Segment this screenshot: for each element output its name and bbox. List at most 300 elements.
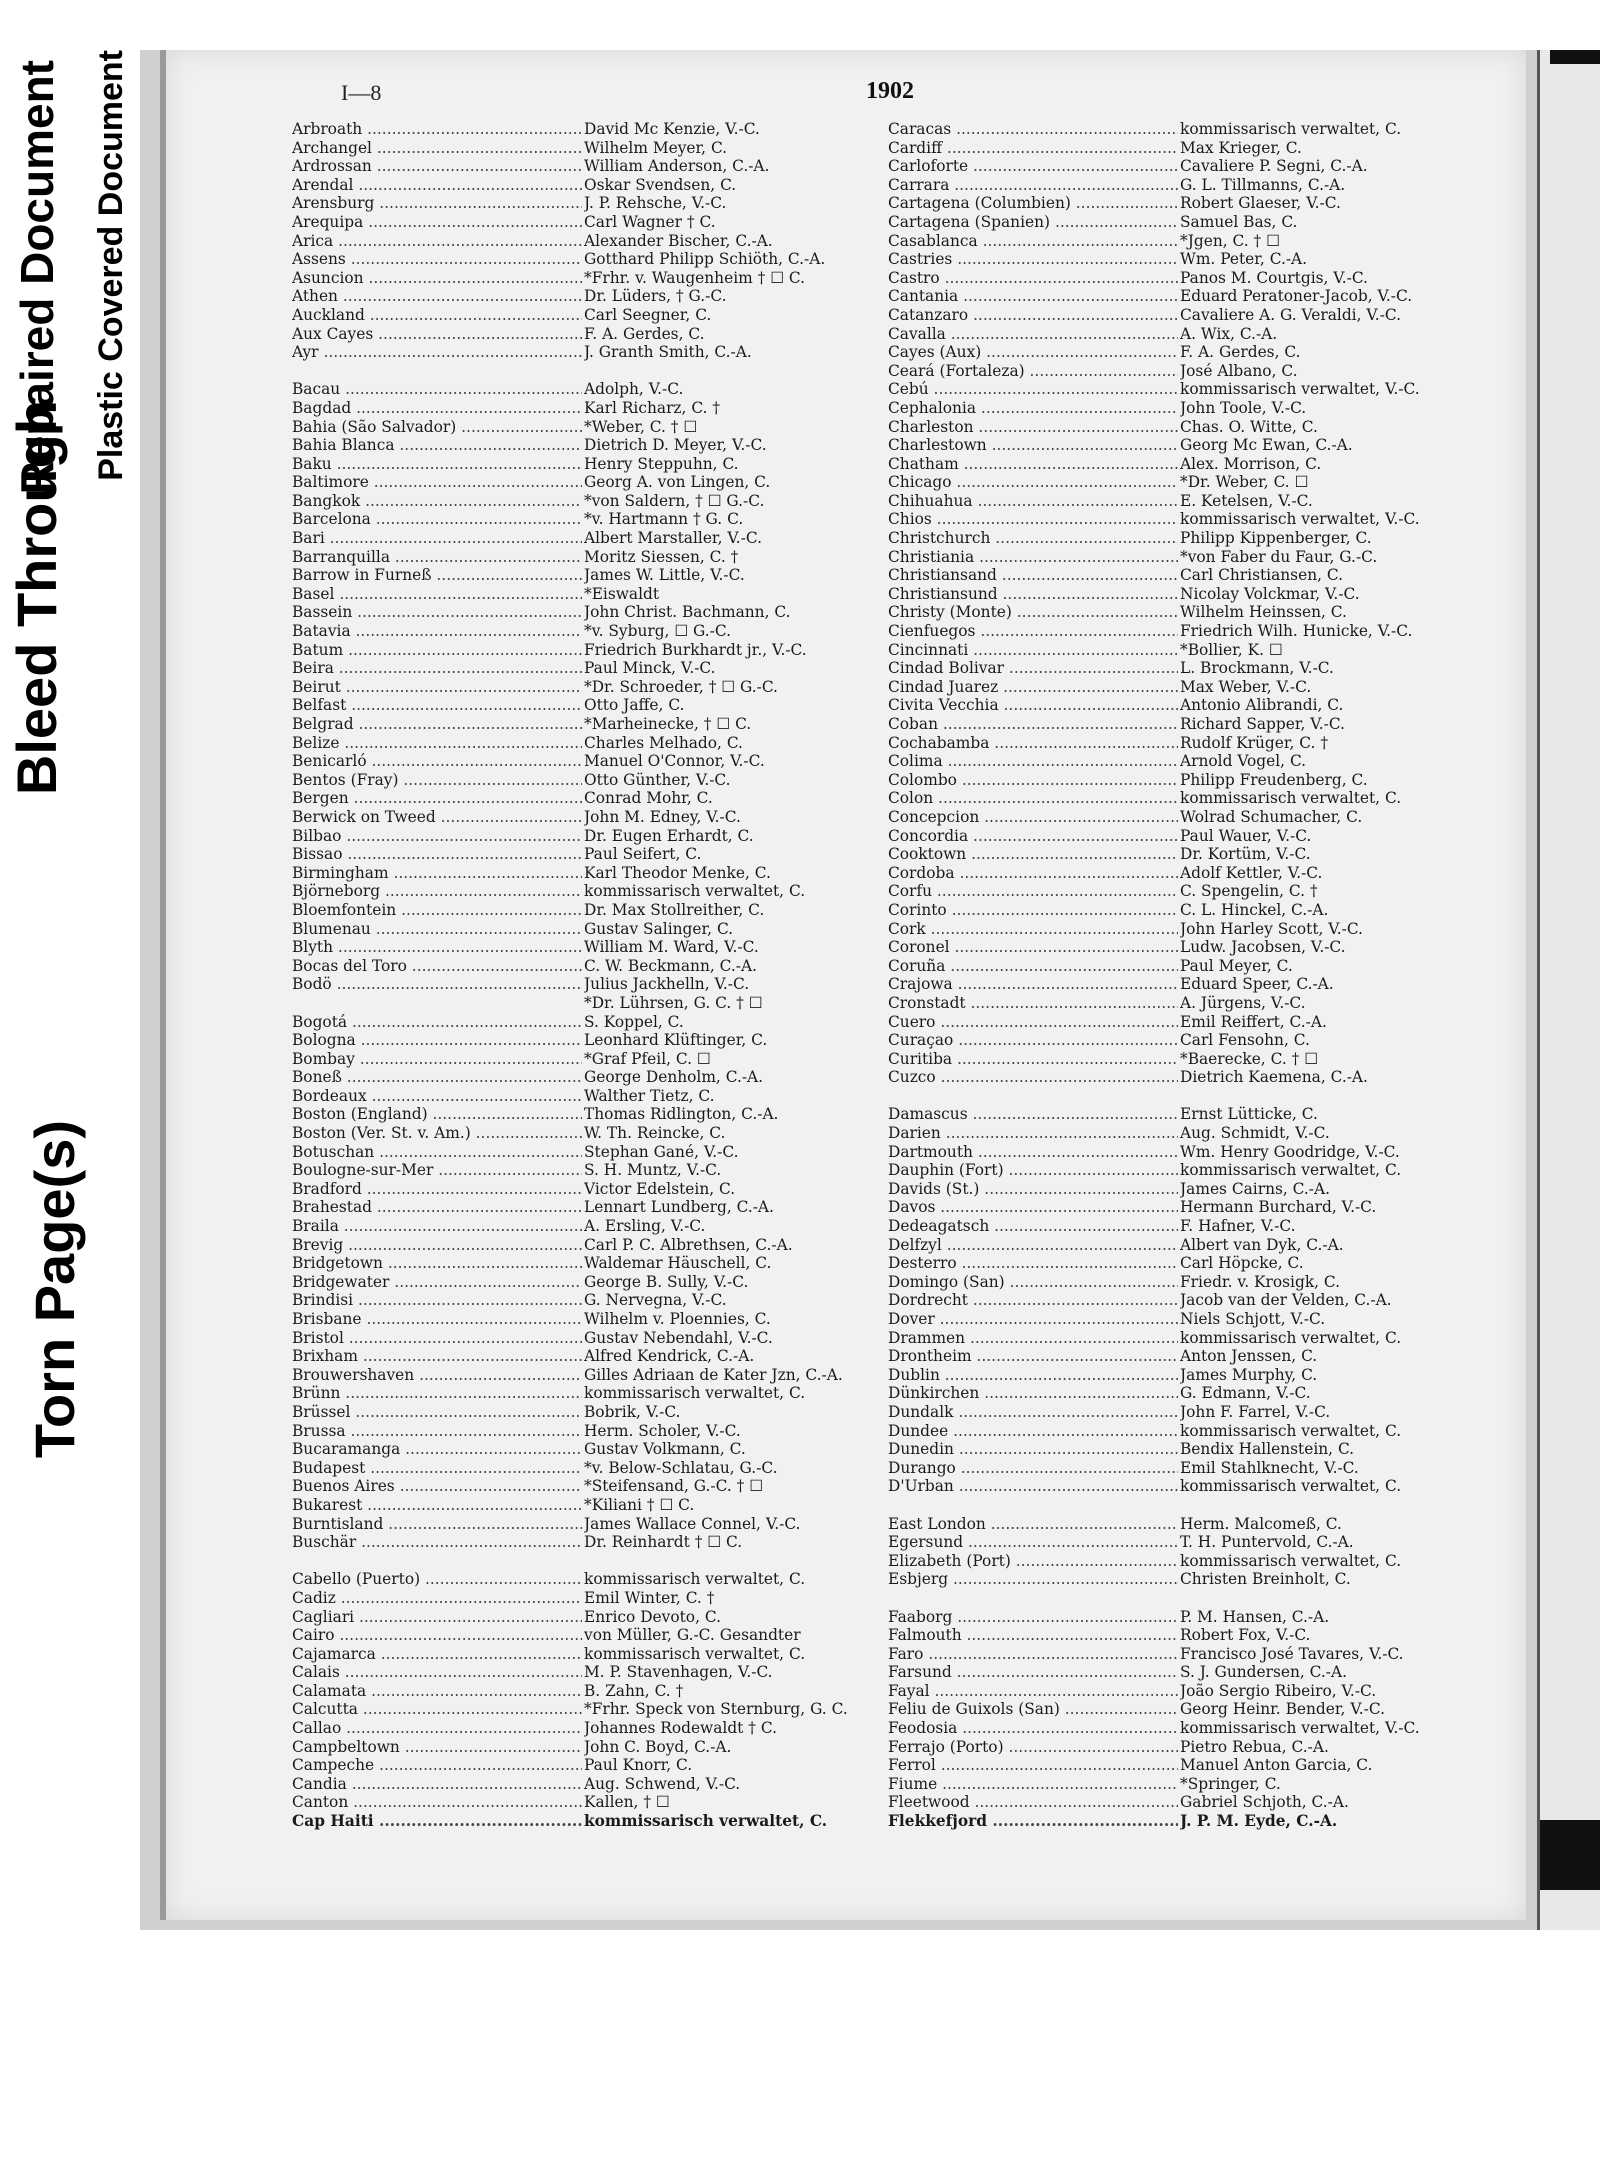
- city-name: Esbjerg .....: [888, 1570, 1178, 1589]
- consul-name: Max Krieger, C.: [1180, 138, 1302, 157]
- city-name: Baku .....: [292, 455, 582, 474]
- city-name: Elizabeth (Port) .....: [888, 1552, 1178, 1571]
- city-name: Asuncion .....: [292, 269, 582, 288]
- city-name: Davos .....: [888, 1198, 1178, 1217]
- consul-name: John F. Farrel, V.-C.: [1180, 1402, 1331, 1421]
- document-page: [160, 50, 1526, 1920]
- city-name: Bacau .....: [292, 380, 582, 399]
- consul-name: *Steifensand, G.-C. † ☐: [584, 1477, 764, 1496]
- consulate-entry: [292, 994, 892, 1013]
- city-name: Ferrajo (Porto) .....: [888, 1738, 1178, 1757]
- city-name: Boston (Ver. St. v. Am.) .....: [292, 1124, 582, 1143]
- consul-name: T. H. Puntervold, C.-A.: [1180, 1533, 1354, 1552]
- city-name: Cronstadt .....: [888, 994, 1178, 1013]
- consulate-entry: [888, 120, 1488, 139]
- city-name: Christiansand .....: [888, 566, 1178, 585]
- city-name: Ayr .....: [292, 343, 582, 362]
- consul-name: Manuel O'Connor, V.-C.: [584, 752, 765, 771]
- consulate-entry: [888, 1552, 1488, 1571]
- city-name: Candia .....: [292, 1775, 582, 1794]
- consul-name: Johannes Rodewaldt † C.: [584, 1719, 777, 1738]
- consulate-entry: [292, 1329, 892, 1348]
- consul-name: *Dr. Weber, C. ☐: [1180, 473, 1309, 492]
- city-name: Blumenau .....: [292, 920, 582, 939]
- city-name: Archangel .....: [292, 139, 582, 158]
- consulate-entry: [888, 920, 1488, 939]
- consul-name: Ernst Lütticke, C.: [1180, 1105, 1318, 1124]
- consul-name: *Weber, C. † ☐: [584, 417, 698, 436]
- consul-name: Eduard Peratoner-Jacob, V.-C.: [1180, 287, 1413, 306]
- city-name: Dartmouth .....: [888, 1143, 1178, 1162]
- consul-name: Cavaliere A. G. Veraldi, V.-C.: [1180, 305, 1402, 324]
- city-name: Brouwershaven .....: [292, 1366, 582, 1385]
- city-name: Dundalk .....: [888, 1403, 1178, 1422]
- city-name: Bilbao .....: [292, 827, 582, 846]
- consul-name: Arnold Vogel, C.: [1180, 752, 1307, 771]
- consul-name: *Jgen, C. † ☐: [1180, 231, 1280, 250]
- consul-name: Emil Reiffert, C.-A.: [1180, 1012, 1327, 1031]
- section-gap: [888, 1589, 1488, 1608]
- consul-name: Aug. Schwend, V.-C.: [584, 1774, 741, 1793]
- city-name: Bocas del Toro .....: [292, 957, 582, 976]
- consulate-entry: [292, 269, 892, 288]
- city-name: Christiansund .....: [888, 585, 1178, 604]
- city-name: Batum .....: [292, 641, 582, 660]
- city-name: Beira .....: [292, 659, 582, 678]
- city-name: Barcelona .....: [292, 510, 582, 529]
- city-name: Brixham .....: [292, 1347, 582, 1366]
- consul-name: Pietro Rebua, C.-A.: [1180, 1737, 1329, 1756]
- city-name: Bologna .....: [292, 1031, 582, 1050]
- city-name: Cincinnati .....: [888, 641, 1178, 660]
- city-name: Cavalla .....: [888, 325, 1178, 344]
- consulate-entry: [292, 232, 892, 251]
- city-name: Cochabamba .....: [888, 734, 1178, 753]
- consul-name: Carl Wagner † C.: [584, 212, 716, 231]
- consulate-entry: [292, 1812, 892, 1831]
- consulate-entry: [888, 250, 1488, 269]
- city-name: Cagliari .....: [292, 1608, 582, 1627]
- consul-name: Dr. Max Stollreither, C.: [584, 900, 765, 919]
- consulate-entry: [292, 1273, 892, 1292]
- consul-name: A. Wix, C.-A.: [1180, 324, 1278, 343]
- consul-name: William Anderson, C.-A.: [584, 157, 770, 176]
- consulate-entry: [292, 1682, 892, 1701]
- consulate-entry: [292, 1161, 892, 1180]
- consul-name: Alex. Morrison, C.: [1180, 454, 1322, 473]
- consul-name: John Christ. Bachmann, C.: [584, 603, 791, 622]
- consul-name: Gabriel Schjoth, C.-A.: [1180, 1793, 1349, 1812]
- city-name: Callao .....: [292, 1719, 582, 1738]
- consul-name: Charles Melhado, C.: [584, 733, 743, 752]
- consulate-entry: [292, 510, 892, 529]
- consulate-entry: [292, 1254, 892, 1273]
- consul-name: José Albano, C.: [1180, 361, 1298, 380]
- consulate-entry: [292, 901, 892, 920]
- city-name: Falmouth .....: [888, 1626, 1178, 1645]
- consulate-entry: [888, 1459, 1488, 1478]
- consul-name: *Kiliani † ☐ C.: [584, 1495, 695, 1514]
- city-name: Calamata .....: [292, 1682, 582, 1701]
- city-name: Berwick on Tweed .....: [292, 808, 582, 827]
- city-name: Flekkefjord .....: [888, 1812, 1178, 1831]
- consulate-entry: [292, 1756, 892, 1775]
- consul-name: Paul Meyer, C.: [1180, 956, 1293, 975]
- consul-name: Gustav Nebendahl, V.-C.: [584, 1328, 773, 1347]
- consul-name: G. Nervegna, V.-C.: [584, 1291, 727, 1310]
- section-gap: [292, 1552, 892, 1571]
- consul-name: David Mc Kenzie, V.-C.: [584, 120, 760, 138]
- consulate-entry: [292, 1626, 892, 1645]
- city-name: Brahestad .....: [292, 1198, 582, 1217]
- city-name: Damascus .....: [888, 1105, 1178, 1124]
- consulate-entry: [888, 975, 1488, 994]
- city-name: Batavia .....: [292, 622, 582, 641]
- city-name: Fiume .....: [888, 1775, 1178, 1794]
- consul-name: kommissarisch verwaltet, C.: [1180, 1328, 1402, 1347]
- consul-name: Philipp Kippenberger, C.: [1180, 529, 1372, 548]
- consul-name: F. Hafner, V.-C.: [1180, 1217, 1296, 1236]
- consulate-entry: [292, 1143, 892, 1162]
- consul-name: S. J. Gundersen, C.-A.: [1180, 1663, 1348, 1682]
- consul-name: Thomas Ridlington, C.-A.: [584, 1105, 779, 1124]
- city-name: Dunedin .....: [888, 1440, 1178, 1459]
- city-name: Dover .....: [888, 1310, 1178, 1329]
- city-name: Colon .....: [888, 789, 1178, 808]
- consul-name: John M. Edney, V.-C.: [584, 807, 741, 826]
- consulate-entry: [888, 176, 1488, 195]
- consul-name: Adolph, V.-C.: [584, 380, 684, 399]
- consul-name: B. Zahn, C. †: [584, 1681, 684, 1700]
- consulate-entry: [292, 603, 892, 622]
- consul-name: A. Jürgens, V.-C.: [1180, 993, 1306, 1012]
- consul-name: C. L. Hinckel, C.-A.: [1180, 900, 1329, 919]
- consulate-entry: [292, 1068, 892, 1087]
- consulate-entry: [888, 1682, 1488, 1701]
- consulate-entry: [292, 176, 892, 195]
- city-name: Birmingham .....: [292, 864, 582, 883]
- consul-name: Stephan Gané, V.-C.: [584, 1142, 739, 1161]
- consul-name: kommissarisch verwaltet, V.-C.: [1180, 380, 1420, 399]
- consulate-entry: [292, 1608, 892, 1627]
- consulate-entry: [292, 306, 892, 325]
- consulate-entry: [292, 789, 892, 808]
- city-name: Cebú .....: [888, 380, 1178, 399]
- city-name: Carrara .....: [888, 176, 1178, 195]
- consul-name: Dr. Eugen Erhardt, C.: [584, 826, 754, 845]
- consul-name: John Harley Scott, V.-C.: [1180, 919, 1363, 938]
- consulate-entry: [292, 975, 892, 994]
- spine-shadow-bottom: [1540, 1820, 1600, 1890]
- consulate-entry: [292, 845, 892, 864]
- city-name: Cienfuegos .....: [888, 622, 1178, 641]
- city-name: Corinto .....: [888, 901, 1178, 920]
- consulate-entry: [888, 1291, 1488, 1310]
- consul-name: Panos M. Courtgis, V.-C.: [1180, 268, 1368, 287]
- consulate-entry: [292, 641, 892, 660]
- city-name: Arbroath .....: [292, 120, 582, 139]
- city-name: Bentos (Fray) .....: [292, 771, 582, 790]
- city-name: Bagdad .....: [292, 399, 582, 418]
- city-name: Dauphin (Fort) .....: [888, 1161, 1178, 1180]
- consulate-entry: [888, 603, 1488, 622]
- consul-name: J. P. Rehsche, V.-C.: [584, 194, 727, 213]
- consulate-entry: [292, 1422, 892, 1441]
- city-name: Coruña .....: [888, 957, 1178, 976]
- city-name: Cabello (Puerto) .....: [292, 1570, 582, 1589]
- consulate-entry: [292, 715, 892, 734]
- consul-name: Ludw. Jacobsen, V.-C.: [1180, 938, 1346, 957]
- consul-name: James Cairns, C.-A.: [1180, 1179, 1330, 1198]
- city-name: Feodosia .....: [888, 1719, 1178, 1738]
- city-name: Cadiz .....: [292, 1589, 582, 1608]
- consulate-entry: [888, 1608, 1488, 1627]
- consul-name: kommissarisch verwaltet, C.: [584, 882, 806, 901]
- consul-name: Jacob van der Velden, C.-A.: [1180, 1291, 1392, 1310]
- city-name: East London .....: [888, 1515, 1178, 1534]
- consulate-entry: [888, 1477, 1488, 1496]
- consul-name: Francisco José Tavares, V.-C.: [1180, 1644, 1404, 1663]
- consul-name: Gilles Adriaan de Kater Jzn, C.-A.: [584, 1365, 843, 1384]
- consulate-entry: [292, 548, 892, 567]
- consul-name: Paul Knorr, C.: [584, 1756, 693, 1775]
- consulate-entry: [888, 715, 1488, 734]
- consul-name: Carl P. C. Albrethsen, C.-A.: [584, 1235, 793, 1254]
- consul-name: George Denholm, C.-A.: [584, 1068, 764, 1087]
- consul-name: Max Weber, V.-C.: [1180, 677, 1312, 696]
- city-name: Dordrecht .....: [888, 1291, 1178, 1310]
- consul-name: Bobrik, V.-C.: [584, 1402, 681, 1421]
- section-gap: [888, 1087, 1488, 1106]
- consul-name: Aug. Schmidt, V.-C.: [1180, 1124, 1330, 1143]
- consulate-entry: [888, 1217, 1488, 1236]
- consul-name: Otto Günther, V.-C.: [584, 770, 731, 789]
- city-name: Arensburg .....: [292, 194, 582, 213]
- city-name: Ferrol .....: [888, 1756, 1178, 1775]
- consul-name: John Toole, V.-C.: [1180, 398, 1307, 417]
- consulate-entry: [888, 325, 1488, 344]
- city-name: Drontheim .....: [888, 1347, 1178, 1366]
- consulate-entry: [292, 864, 892, 883]
- consul-name: *Eiswaldt: [584, 584, 660, 603]
- city-name: Chatham .....: [888, 455, 1178, 474]
- consulate-entry: [292, 1031, 892, 1050]
- consulate-entry: [888, 157, 1488, 176]
- consul-name: Antonio Alibrandi, C.: [1180, 696, 1344, 715]
- city-name: Björneborg .....: [292, 882, 582, 901]
- city-name: Bristol .....: [292, 1329, 582, 1348]
- book-spine: [1537, 50, 1600, 1930]
- city-name: Barranquilla .....: [292, 548, 582, 567]
- city-name: Colima .....: [888, 752, 1178, 771]
- consulate-entry: [292, 250, 892, 269]
- city-name: Buenos Aires .....: [292, 1477, 582, 1496]
- consul-name: Paul Minck, V.-C.: [584, 659, 716, 678]
- city-name: Cephalonia .....: [888, 399, 1178, 418]
- consul-name: Christen Breinholt, C.: [1180, 1570, 1351, 1589]
- city-name: Blyth .....: [292, 938, 582, 957]
- city-name: Brussa .....: [292, 1422, 582, 1441]
- city-name: Cuzco .....: [888, 1068, 1178, 1087]
- city-name: Barrow in Furneß .....: [292, 566, 582, 585]
- consulate-entry: [888, 213, 1488, 232]
- consul-name: J. Granth Smith, C.-A.: [584, 343, 752, 362]
- consul-name: Samuel Bas, C.: [1180, 212, 1298, 231]
- city-name: Bogotá .....: [292, 1013, 582, 1032]
- consul-name: Alexander Bischer, C.-A.: [584, 231, 773, 250]
- city-name: Bloemfontein .....: [292, 901, 582, 920]
- side-labels: [0, 40, 150, 1560]
- city-name: Botuschan .....: [292, 1143, 582, 1162]
- city-name: Civita Vecchia .....: [888, 696, 1178, 715]
- consulate-entry: [888, 1198, 1488, 1217]
- city-name: Bangkok .....: [292, 492, 582, 511]
- consul-name: *von Saldern, † ☐ G.-C.: [584, 491, 765, 510]
- consul-name: Chas. O. Witte, C.: [1180, 417, 1318, 436]
- consulate-entry: [292, 957, 892, 976]
- consul-name: kommissarisch verwaltet, C.: [584, 1812, 828, 1831]
- city-name: Fleetwood .....: [888, 1793, 1178, 1812]
- city-name: Crajowa .....: [888, 975, 1178, 994]
- consul-name: Dr. Kortüm, V.-C.: [1180, 845, 1311, 864]
- left-column: [292, 120, 892, 1831]
- consul-name: Robert Fox, V.-C.: [1180, 1626, 1311, 1645]
- city-name: Ardrossan .....: [292, 157, 582, 176]
- consul-name: W. Th. Reincke, C.: [584, 1124, 726, 1143]
- city-name: Caracas .....: [888, 120, 1178, 139]
- city-name: Boneß .....: [292, 1068, 582, 1087]
- consul-name: Carl Seegner, C.: [584, 305, 712, 324]
- consulate-entry: [888, 845, 1488, 864]
- city-name: Chihuahua .....: [888, 492, 1178, 511]
- consulate-entry: [292, 343, 892, 362]
- city-name: Bordeaux .....: [292, 1087, 582, 1106]
- consul-name: George B. Sully, V.-C.: [584, 1272, 749, 1291]
- consul-name: Eduard Speer, C.-A.: [1180, 975, 1334, 994]
- consul-name: Robert Glaeser, V.-C.: [1180, 194, 1341, 213]
- consulate-entry: [888, 1347, 1488, 1366]
- consul-name: Dietrich Kaemena, C.-A.: [1180, 1068, 1368, 1087]
- consul-name: F. A. Gerdes, C.: [584, 324, 705, 343]
- consulate-entry: [888, 1031, 1488, 1050]
- consul-name: Hermann Burchard, V.-C.: [1180, 1198, 1377, 1217]
- consulate-entry: [292, 882, 892, 901]
- city-name: Brisbane .....: [292, 1310, 582, 1329]
- consulate-entry: [888, 1719, 1488, 1738]
- consulate-entry: [888, 380, 1488, 399]
- consulate-entry: [292, 622, 892, 641]
- consulate-entry: [888, 566, 1488, 585]
- city-name: Curitiba .....: [888, 1050, 1178, 1069]
- city-name: Curaçao .....: [888, 1031, 1178, 1050]
- consulate-entry: [292, 1515, 892, 1534]
- city-name: Brindisi .....: [292, 1291, 582, 1310]
- consul-name: *Dr. Schroeder, † ☐ G.-C.: [584, 677, 778, 696]
- consulate-entry: [292, 1663, 892, 1682]
- city-name: Coronel .....: [888, 938, 1178, 957]
- city-name: Cindad Juarez .....: [888, 678, 1178, 697]
- city-name: Cartagena (Columbien) .....: [888, 194, 1178, 213]
- city-name: Bari .....: [292, 529, 582, 548]
- city-name: Belgrad .....: [292, 715, 582, 734]
- city-name: Casablanca .....: [888, 232, 1178, 251]
- city-name: Charlestown .....: [888, 436, 1178, 455]
- consulate-entry: [888, 1645, 1488, 1664]
- consulate-entry: [292, 1291, 892, 1310]
- city-name: Cartagena (Spanien) .....: [888, 213, 1178, 232]
- consulate-entry: [292, 120, 892, 139]
- city-name: Cuero .....: [888, 1013, 1178, 1032]
- city-name: Corfu .....: [888, 882, 1178, 901]
- consulate-entry: [888, 752, 1488, 771]
- city-name: Athen .....: [292, 287, 582, 306]
- consul-name: Nicolay Volckmar, V.-C.: [1180, 584, 1360, 603]
- city-name: Concordia .....: [888, 827, 1178, 846]
- city-name: Cap Haiti .....: [292, 1812, 582, 1831]
- consulate-entry: [888, 1105, 1488, 1124]
- city-name: Buschär .....: [292, 1533, 582, 1552]
- consul-name: Paul Seifert, C.: [584, 845, 702, 864]
- page-number: I—8: [341, 80, 382, 105]
- consul-name: Georg A. von Lingen, C.: [584, 473, 771, 492]
- consulate-entry: [888, 139, 1488, 158]
- consulate-entry: [292, 1180, 892, 1199]
- consul-name: Manuel Anton Garcia, C.: [1180, 1756, 1373, 1775]
- consul-name: kommissarisch verwaltet, C.: [1180, 120, 1402, 138]
- consul-name: kommissarisch verwaltet, V.-C.: [1180, 1719, 1420, 1738]
- city-name: Cayes (Aux) .....: [888, 343, 1178, 362]
- consulate-entry: [292, 473, 892, 492]
- torn-pages-label: Torn Page(s): [23, 1120, 86, 1459]
- consul-name: Rudolf Krüger, C. †: [1180, 733, 1329, 752]
- consul-name: Wolrad Schumacher, C.: [1180, 807, 1363, 826]
- city-name: Faaborg .....: [888, 1608, 1178, 1627]
- consul-name: Friedrich Burkhardt jr., V.-C.: [584, 640, 807, 659]
- consul-name: Kallen, † ☐: [584, 1793, 670, 1812]
- consulate-entry: [888, 808, 1488, 827]
- consulate-entry: [888, 1756, 1488, 1775]
- consul-name: Herm. Malcomeß, C.: [1180, 1514, 1342, 1533]
- city-name: Cork .....: [888, 920, 1178, 939]
- consulate-entry: [292, 1403, 892, 1422]
- consulate-entry: [292, 399, 892, 418]
- spine-shadow-top: [1550, 50, 1600, 64]
- consul-name: *von Faber du Faur, G.-C.: [1180, 547, 1378, 566]
- consul-name: Paul Wauer, V.-C.: [1180, 826, 1312, 845]
- city-name: Budapest .....: [292, 1459, 582, 1478]
- consulate-entry: [888, 473, 1488, 492]
- city-name: Domingo (San) .....: [888, 1273, 1178, 1292]
- section-gap: [292, 362, 892, 381]
- consulate-entry: [292, 808, 892, 827]
- city-name: Brüssel .....: [292, 1403, 582, 1422]
- consulate-entry: [292, 380, 892, 399]
- consulate-entry: [292, 1087, 892, 1106]
- consulate-entry: [292, 529, 892, 548]
- consul-name: E. Ketelsen, V.-C.: [1180, 491, 1313, 510]
- consulate-entry: [292, 1384, 892, 1403]
- consul-name: William M. Ward, V.-C.: [584, 938, 759, 957]
- consulate-entry: [292, 1570, 892, 1589]
- consulate-entry: [888, 1626, 1488, 1645]
- city-name: Cairo .....: [292, 1626, 582, 1645]
- consulate-entry: [888, 343, 1488, 362]
- consul-name: Friedrich Wilh. Hunicke, V.-C.: [1180, 622, 1413, 641]
- consul-name: Conrad Mohr, C.: [584, 789, 713, 808]
- consul-name: Dr. Reinhardt † ☐ C.: [584, 1533, 743, 1552]
- consul-name: *Bollier, K. ☐: [1180, 640, 1283, 659]
- consul-name: João Sergio Ribeiro, V.-C.: [1180, 1681, 1377, 1700]
